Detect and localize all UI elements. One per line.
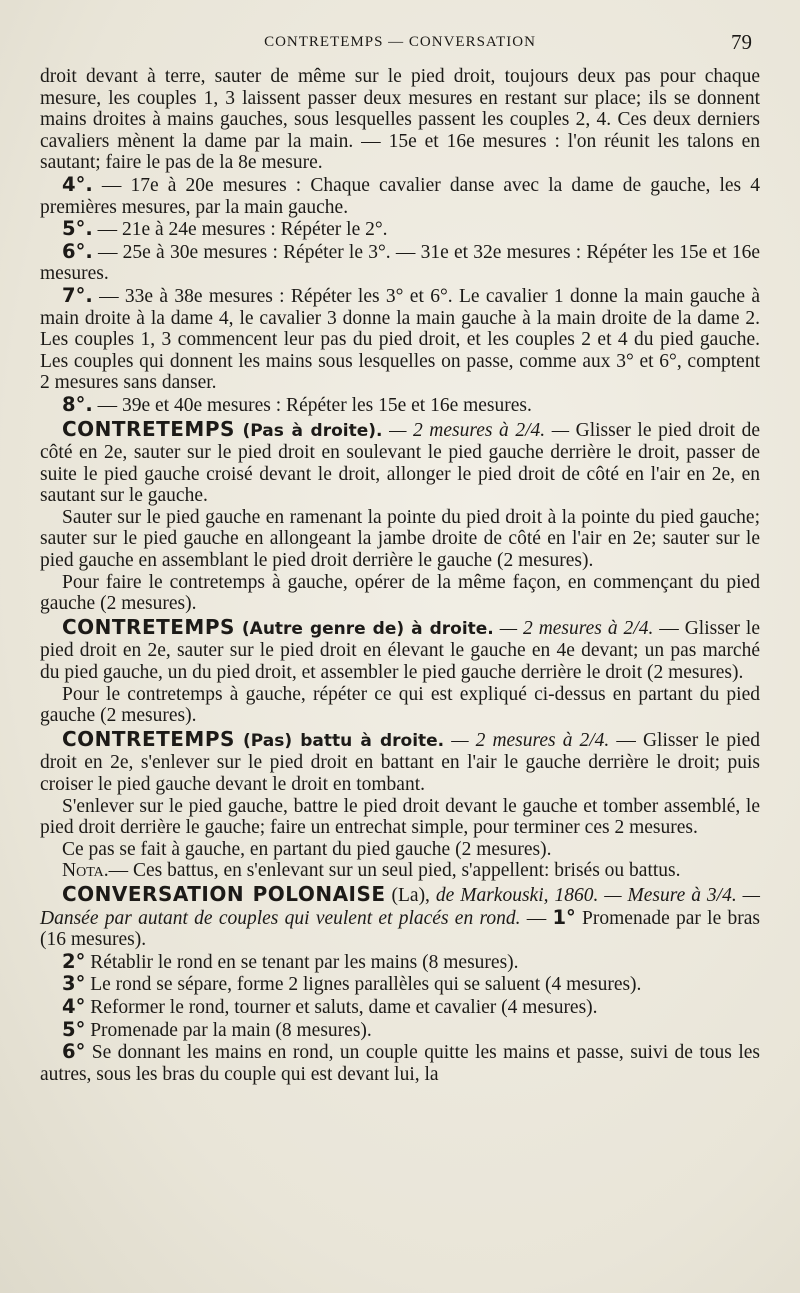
list-item [40, 973, 760, 996]
paragraph-text: — 21e à 24e mesures : Répéter le 2°. [92, 219, 388, 241]
paragraph-text: — 39e et 40e mesures : Répéter les 15e et 16e mesures. [92, 394, 532, 416]
paragraph: Pour faire le contretemps à gauche, opérer de la même façon, en commençant du pied gauche (2 mesures). [40, 571, 760, 615]
entry-text: — [520, 907, 553, 929]
page-number: 79 [731, 30, 752, 54]
numbered-paragraph [40, 218, 760, 241]
figure-number: 1° [552, 905, 576, 929]
figure-number: 5°. [62, 217, 93, 241]
entry-measure: — 2 mesures à 2/4. [444, 729, 610, 751]
figure-number: 2° [62, 949, 86, 973]
figure-number: 8°. [62, 392, 93, 416]
entry-text: Glisser le pied droit de côté en 2e, sauter sur le pied droit en soulevant le pied gauche derrière le droit, passer de suite le pied gauche croisé devant le droit, allonger le pied droit de côté en l'air en 2e, en sautant sur le gauche. [40, 419, 761, 507]
list-item [40, 1019, 760, 1042]
entry-headword: CONVERSATION POLONAISE [62, 881, 386, 906]
dictionary-entry [40, 881, 760, 951]
paragraph: S'enlever sur le pied gauche, battre le pied droit devant le gauche et tomber assemblé, le pied droit derrière le gauche; faire un entrechat simple, pour terminer ces 2 mesures. [40, 795, 760, 839]
entry-measure: de Markouski, 1860. — Mesure à 3/4. — Dansée par autant de couples qui veulent et placés en rond. [40, 884, 760, 929]
paragraph: droit devant à terre, sauter de même sur le pied droit, toujours deux pas pour chaque mesure, les couples 1, 3 laissent passer deux mesures en restant sur place; ils se donnent mains droites à mains gauches, sous lesquelles passent les couples 2, 4. Ces deux derniers cavaliers mènent la dame par la main. — 15e et 16e mesures : l'on réunit les talons en sautant; faire le pas de la 8e mesure. [40, 66, 760, 174]
numbered-paragraph [40, 394, 760, 417]
numbered-paragraph [40, 174, 760, 218]
dictionary-entry [40, 614, 760, 684]
entry-qualifier: (Pas à droite). [234, 420, 383, 441]
list-item-text: Le rond se sépare, forme 2 lignes parallèles qui se saluent (4 mesures). [85, 974, 642, 996]
figure-number: 4° [62, 994, 86, 1018]
paragraph-text: — 17e à 20e mesures : Chaque cavalier danse avec la dame de gauche, les 4 premières mesures, par la main gauche. [40, 174, 760, 218]
entry-headword: CONTRETEMPS [62, 416, 235, 441]
entry-headword: CONTRETEMPS [62, 614, 235, 639]
numbered-paragraph [40, 285, 760, 394]
paragraph-text: — Ces battus, en s'enlevant sur un seul pied, s'appellent: brisés ou battus. [108, 860, 681, 882]
paragraph-text: — 33e à 38e mesures : Répéter les 3° et 6°. Le cavalier 1 donne la main gauche à main droite à la dame 4, le cavalier 3 donne la main gauche à la main droite de la dame 2. Les couples 1, 3 commencent leur pas du pied droit, et les couples 2 et 4 du pied gauche. Les couples qui donnent les mains sous lesquelles on passe, comme aux 3° et 6°, comptent 2 mesures sans danser. [40, 285, 760, 394]
paragraph: Sauter sur le pied gauche en ramenant la pointe du pied droit à la pointe du pied gauche; sauter sur le pied gauche en allongeant la jambe droite de côté en l'air en 2e; sauter sur le pied gauche en assemblant le pied droit derrière le gauche (2 mesures). [40, 506, 760, 572]
page-header [40, 30, 760, 56]
numbered-paragraph [40, 241, 760, 285]
dictionary-entry [40, 416, 761, 507]
paragraph-text: — 25e à 30e mesures : Répéter le 3°. — 31e et 32e mesures : Répéter les 15e et 16e mesures. [40, 241, 760, 285]
paragraph: Pour le contretemps à gauche, répéter ce qui est expliqué ci-dessus en partant du pied gauche (2 mesures). [40, 683, 760, 727]
figure-number: 4°. [62, 172, 93, 196]
paragraph: Ce pas se fait à gauche, en partant du pied gauche (2 mesures). [62, 838, 552, 860]
entry-measure: — 2 mesures à 2/4. [493, 617, 654, 639]
figure-number: 5° [62, 1017, 86, 1041]
figure-number: 6° [62, 1040, 86, 1064]
entry-qualifier: (Pas) battu à droite. [234, 730, 445, 751]
figure-number: 7°. [62, 283, 93, 307]
entry-text: — Glisser le pied droit en 2e, s'enlever sur le pied droit en battant en l'air le gauche derrière le droit; puis croiser le pied gauche devant le droit en tombant. [40, 729, 760, 795]
entry-measure: — 2 mesures à 2/4. — [382, 419, 570, 441]
entry-qualifier: (La), [385, 884, 430, 906]
figure-number: 6°. [62, 239, 93, 263]
body-text [40, 66, 760, 1085]
figure-number: 3° [62, 972, 86, 996]
list-item-text: Promenade par la main (8 mesures). [85, 1019, 372, 1041]
entry-qualifier: (Autre genre de) à droite. [234, 618, 494, 639]
nota-paragraph [40, 860, 760, 882]
entry-headword: CONTRETEMPS [62, 726, 235, 751]
list-item [40, 1041, 760, 1085]
list-item-text: Reformer le rond, tourner et saluts, dame et cavalier (4 mesures). [85, 996, 598, 1018]
list-item-text: Se donnant les mains en rond, un couple quitte les mains et passe, suivi de tous les autres, sous les bras du couple qui est devant lui, la [40, 1042, 760, 1085]
dictionary-entry [40, 726, 760, 796]
list-item [40, 951, 760, 974]
list-item [40, 996, 760, 1019]
entry-text: Promenade par le bras (16 mesures). [40, 907, 760, 951]
running-head: CONTRETEMPS — CONVERSATION [264, 34, 536, 50]
nota-label: Nota. [62, 860, 109, 882]
entry-text: — Glisser le pied droit en 2e, sauter sur le pied droit en élevant le gauche en 4e devant; un pas marché du pied gauche, un du pied droit, et assembler le pied gauche derrière le droit (2 mesures). [40, 617, 760, 684]
list-item-text: Rétablir le rond en se tenant par les mains (8 mesures). [85, 951, 519, 973]
